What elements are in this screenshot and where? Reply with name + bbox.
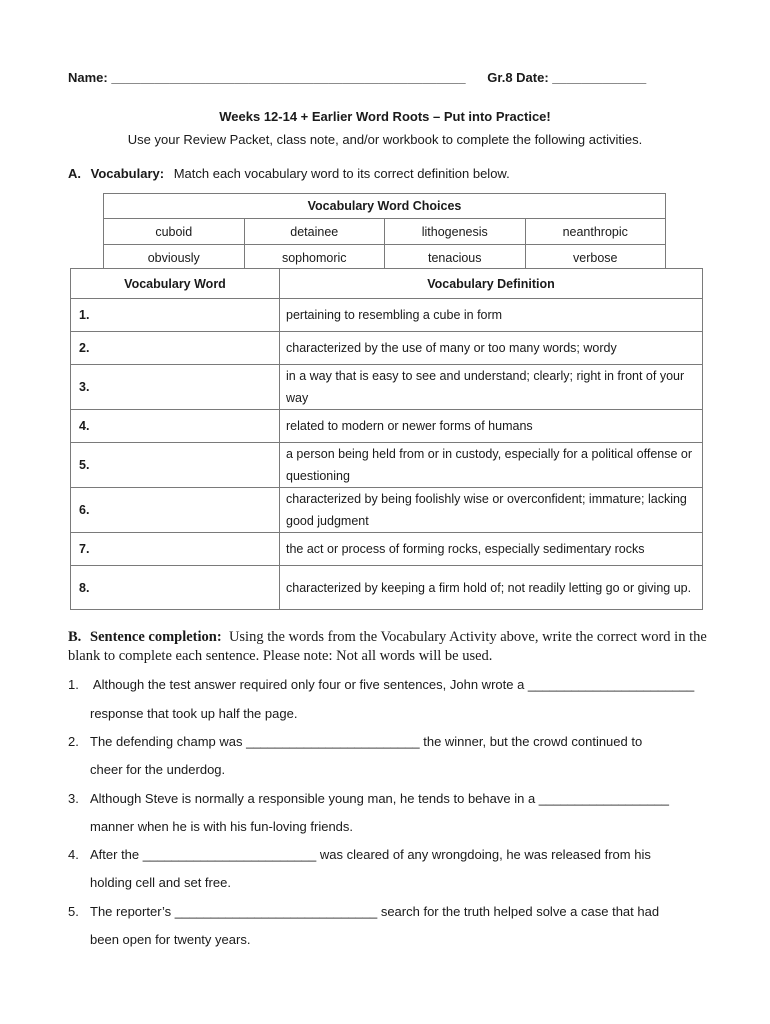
word-choice: lithogenesis [385, 219, 526, 245]
section-a-title: Vocabulary: [90, 166, 165, 181]
section-b-instruction: Using the words from the Vocabulary Activity above, write the correct word in the blank to complete each sentence. Please note: Not all words will be used. [68, 629, 707, 664]
sentence-number: 1. [68, 677, 79, 692]
sentence-number: 3. [68, 791, 79, 806]
definition: pertaining to resembling a cube in form [280, 299, 703, 332]
word-choice: sophomoric [244, 245, 385, 271]
answer-blank-1[interactable]: 1. [71, 299, 280, 332]
name-field-label: Name: _________________________________________________ [68, 70, 466, 85]
sentence-1-continuation: response that took up half the page. [90, 706, 298, 721]
answer-blank-8[interactable]: 8. [71, 566, 280, 610]
word-choice: tenacious [385, 245, 526, 271]
sentence-number: 4. [68, 847, 79, 862]
table-row [71, 533, 703, 566]
section-b-title: Sentence completion: [90, 629, 222, 645]
page-subtitle: Use your Review Packet, class note, and/or workbook to complete the following activities. [127, 132, 643, 147]
sentence-text: Although Steve is normally a responsible young man, he tends to behave in a __________________ [90, 791, 669, 806]
sentence-text: The reporter’s ____________________________ search for the truth helped solve a case that had [90, 904, 660, 919]
header-line [68, 70, 646, 85]
vocabulary-matching-table [70, 268, 703, 610]
table-row [71, 332, 703, 365]
table-row [71, 365, 703, 410]
section-a-heading [68, 166, 510, 181]
sentence-2 [68, 734, 642, 749]
grade-date-label: Gr.8 Date: _____________ [487, 70, 647, 85]
page-title: Weeks 12-14 + Earlier Word Roots – Put into Practice! [219, 109, 551, 124]
definition: a person being held from or in custody, especially for a political offense or questioning [280, 443, 703, 488]
section-b-heading [68, 628, 708, 666]
answer-blank-7[interactable]: 7. [71, 533, 280, 566]
sentence-4-continuation: holding cell and set free. [90, 875, 231, 890]
table-row [71, 488, 703, 533]
answer-blank-6[interactable]: 6. [71, 488, 280, 533]
word-choice: cuboid [104, 219, 245, 245]
col-header-definition: Vocabulary Definition [280, 269, 703, 299]
sentence-5 [68, 904, 659, 919]
definition: in a way that is easy to see and understand; clearly; right in front of your way [280, 365, 703, 410]
col-header-word: Vocabulary Word [71, 269, 280, 299]
definition: the act or process of forming rocks, especially sedimentary rocks [280, 533, 703, 566]
sentence-2-continuation: cheer for the underdog. [90, 762, 226, 777]
sentence-text: After the ________________________ was cleared of any wrongdoing, he was released from his [90, 847, 651, 862]
answer-blank-2[interactable]: 2. [71, 332, 280, 365]
sentence-number: 2. [68, 734, 79, 749]
word-choice: detainee [244, 219, 385, 245]
sentence-1 [68, 677, 694, 692]
section-b-letter: B. [68, 629, 82, 645]
section-a-letter: A. [68, 166, 81, 181]
sentence-3 [68, 791, 669, 806]
section-a-instruction: Match each vocabulary word to its correct definition below. [173, 166, 510, 181]
definition: related to modern or newer forms of humans [280, 410, 703, 443]
sentence-number: 5. [68, 904, 79, 919]
sentence-5-continuation: been open for twenty years. [90, 932, 251, 947]
word-choices-header: Vocabulary Word Choices [104, 194, 666, 219]
definition: characterized by being foolishly wise or overconfident; immature; lacking good judgment [280, 488, 703, 533]
definition: characterized by keeping a firm hold of; not readily letting go or giving up. [280, 566, 703, 610]
table-row [71, 299, 703, 332]
word-choice: neanthropic [525, 219, 666, 245]
definition: characterized by the use of many or too many words; wordy [280, 332, 703, 365]
sentence-text: The defending champ was ________________________ the winner, but the crowd continued to [90, 734, 643, 749]
answer-blank-3[interactable]: 3. [71, 365, 280, 410]
word-choice: verbose [525, 245, 666, 271]
answer-blank-4[interactable]: 4. [71, 410, 280, 443]
table-row [71, 566, 703, 610]
sentence-text: Although the test answer required only four or five sentences, John wrote a _______________________ [90, 677, 695, 692]
table-row [71, 410, 703, 443]
word-choice: obviously [104, 245, 245, 271]
sentence-3-continuation: manner when he is with his fun-loving friends. [90, 819, 354, 834]
word-choices-table [103, 193, 666, 271]
sentence-4 [68, 847, 651, 862]
table-row [71, 443, 703, 488]
answer-blank-5[interactable]: 5. [71, 443, 280, 488]
